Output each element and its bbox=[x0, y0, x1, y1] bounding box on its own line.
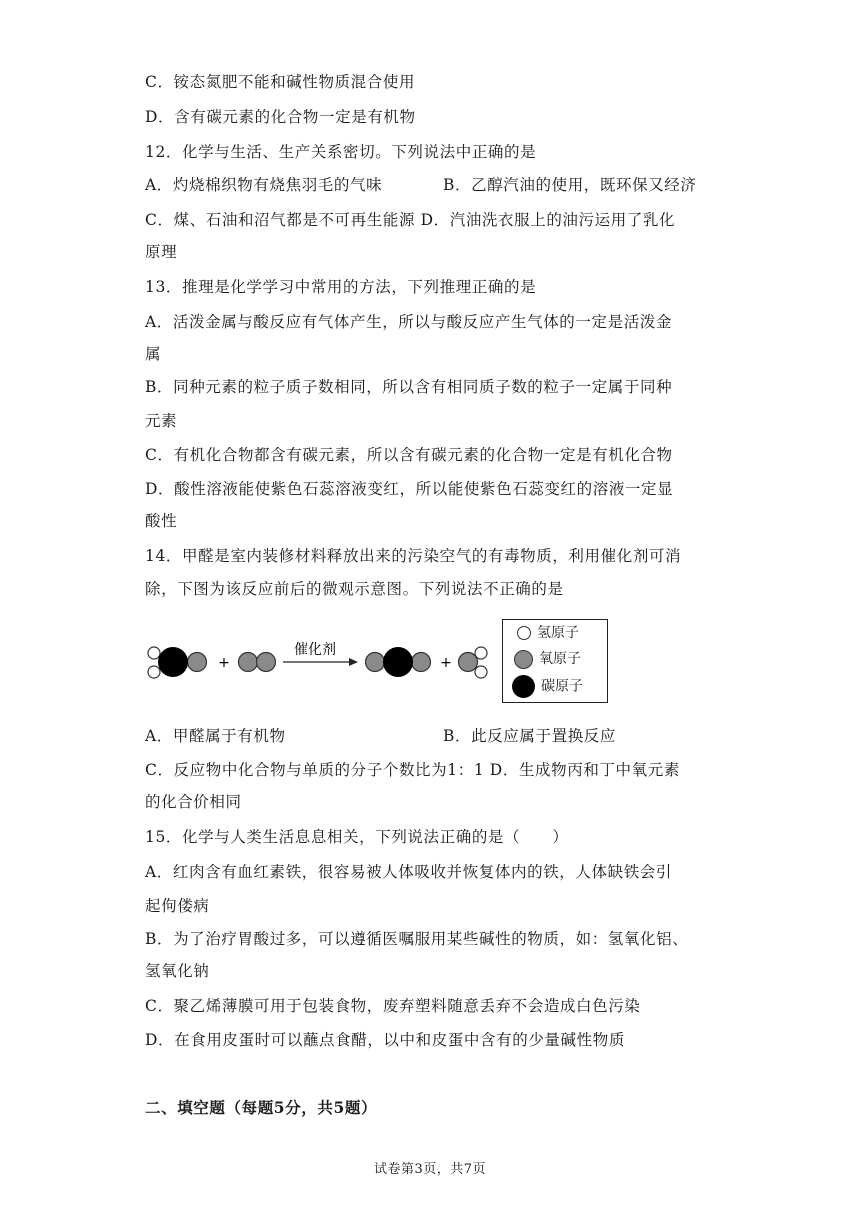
q14-option-d-cont: 的化合价相同 bbox=[145, 793, 242, 811]
q13-option-a: A．活泼金属与酸反应有气体产生，所以与酸反应产生气体的一定是活泼金 bbox=[145, 313, 672, 331]
q13-option-d: D．酸性溶液能使紫色石蕊溶液变红，所以能使紫色石蕊变红的溶液一定显 bbox=[145, 480, 674, 498]
hydrogen-atom bbox=[475, 666, 487, 678]
oxygen-atom bbox=[459, 653, 478, 672]
legend-carbon: 碳原子 bbox=[513, 675, 583, 697]
oxygen-atom bbox=[188, 653, 207, 672]
hydrogen-atom bbox=[148, 647, 160, 659]
q14-option-a: A．甲醛属于有机物 bbox=[145, 727, 286, 745]
q15-option-a-cont: 起佝偻病 bbox=[145, 897, 210, 915]
water-molecule bbox=[459, 647, 488, 678]
q11-option-c: C．铵态氮肥不能和碱性物质混合使用 bbox=[145, 73, 416, 91]
q13-option-b: B．同种元素的粒子质子数相同，所以含有相同质子数的粒子一定属于同种 bbox=[145, 378, 673, 396]
q13-option-b-cont: 元素 bbox=[145, 412, 178, 430]
oxygen-atom bbox=[257, 653, 276, 672]
q15-option-d: D．在食用皮蛋时可以蘸点食醋，以中和皮蛋中含有的少量碱性物质 bbox=[145, 1031, 625, 1049]
formaldehyde-molecule bbox=[148, 647, 207, 678]
atom-legend bbox=[502, 619, 608, 703]
legend-oxygen: 氧原子 bbox=[513, 648, 581, 670]
q15-option-b: B．为了治疗胃酸过多，可以遵循医嘱服用某些碱性的物质，如：氢氧化铝、 bbox=[145, 930, 689, 948]
plus-sign-2: + bbox=[440, 655, 452, 671]
catalyst-label: 催化剂 bbox=[294, 642, 336, 658]
q14-options-row1 bbox=[145, 725, 715, 747]
q12-options-row1 bbox=[145, 174, 715, 196]
carbon-atom bbox=[383, 647, 413, 677]
oxygen-atom-icon bbox=[514, 650, 533, 669]
oxygen-atom bbox=[412, 653, 431, 672]
q12-options-row2: C．煤、石油和沼气都是不可再生能源 D．汽油洗衣服上的油污运用了乳化 bbox=[145, 211, 676, 229]
q13-stem: 13．推理是化学学习中常用的方法，下列推理正确的是 bbox=[145, 278, 537, 296]
q14-option-b: B．此反应属于置换反应 bbox=[443, 727, 616, 745]
q13-option-c: C．有机化合物都含有碳元素，所以含有碳元素的化合物一定是有机化合物 bbox=[145, 446, 673, 464]
q15-stem: 15．化学与人类生活息息相关，下列说法正确的是（ ） bbox=[145, 828, 569, 846]
oxygen-molecule bbox=[239, 653, 276, 672]
q12-option-a: A．灼烧棉织物有烧焦羽毛的气味 bbox=[145, 176, 383, 194]
q14-options-row2: C．反应物中化合物与单质的分子个数比为1：1 D．生成物丙和丁中氧元素 bbox=[145, 761, 680, 779]
hydrogen-atom bbox=[148, 666, 160, 678]
q13-option-a-cont: 属 bbox=[145, 345, 162, 363]
q12-option-d-cont: 原理 bbox=[145, 243, 178, 261]
oxygen-atom bbox=[239, 653, 258, 672]
q12-option-b: B．乙醇汽油的使用，既环保又经济 bbox=[443, 176, 697, 194]
oxygen-atom bbox=[366, 653, 385, 672]
carbon-dioxide-molecule bbox=[366, 647, 431, 677]
q14-stem: 14．甲醛是室内装修材料释放出来的污染空气的有毒物质，利用催化剂可消 bbox=[145, 547, 682, 565]
legend-hydrogen: 氢原子 bbox=[513, 622, 579, 644]
hydrogen-atom-icon bbox=[517, 626, 531, 640]
carbon-atom bbox=[158, 647, 188, 677]
q15-option-a: A．红肉含有血红素铁，很容易被人体吸收并恢复体内的铁，人体缺铁会引 bbox=[145, 863, 672, 881]
q14-stem-cont: 除，下图为该反应前后的微观示意图。下列说法不正确的是 bbox=[145, 580, 564, 598]
arrow-head-icon bbox=[349, 658, 358, 666]
q11-option-d: D．含有碳元素的化合物一定是有机物 bbox=[145, 108, 416, 126]
q12-stem: 12．化学与生活、生产关系密切。下列说法中正确的是 bbox=[145, 143, 537, 161]
carbon-atom-icon bbox=[512, 675, 535, 698]
page-footer: 试卷第3页，共7页 bbox=[373, 1162, 487, 1177]
plus-sign-1: + bbox=[218, 655, 230, 671]
q13-option-d-cont: 酸性 bbox=[145, 512, 178, 530]
q15-option-b-cont: 氢氧化钠 bbox=[145, 962, 210, 980]
section-title: 二、填空题（每题5分，共5题） bbox=[145, 1098, 378, 1117]
q15-option-c: C．聚乙烯薄膜可用于包装食物，废弃塑料随意丢弃不会造成白色污染 bbox=[145, 997, 641, 1015]
